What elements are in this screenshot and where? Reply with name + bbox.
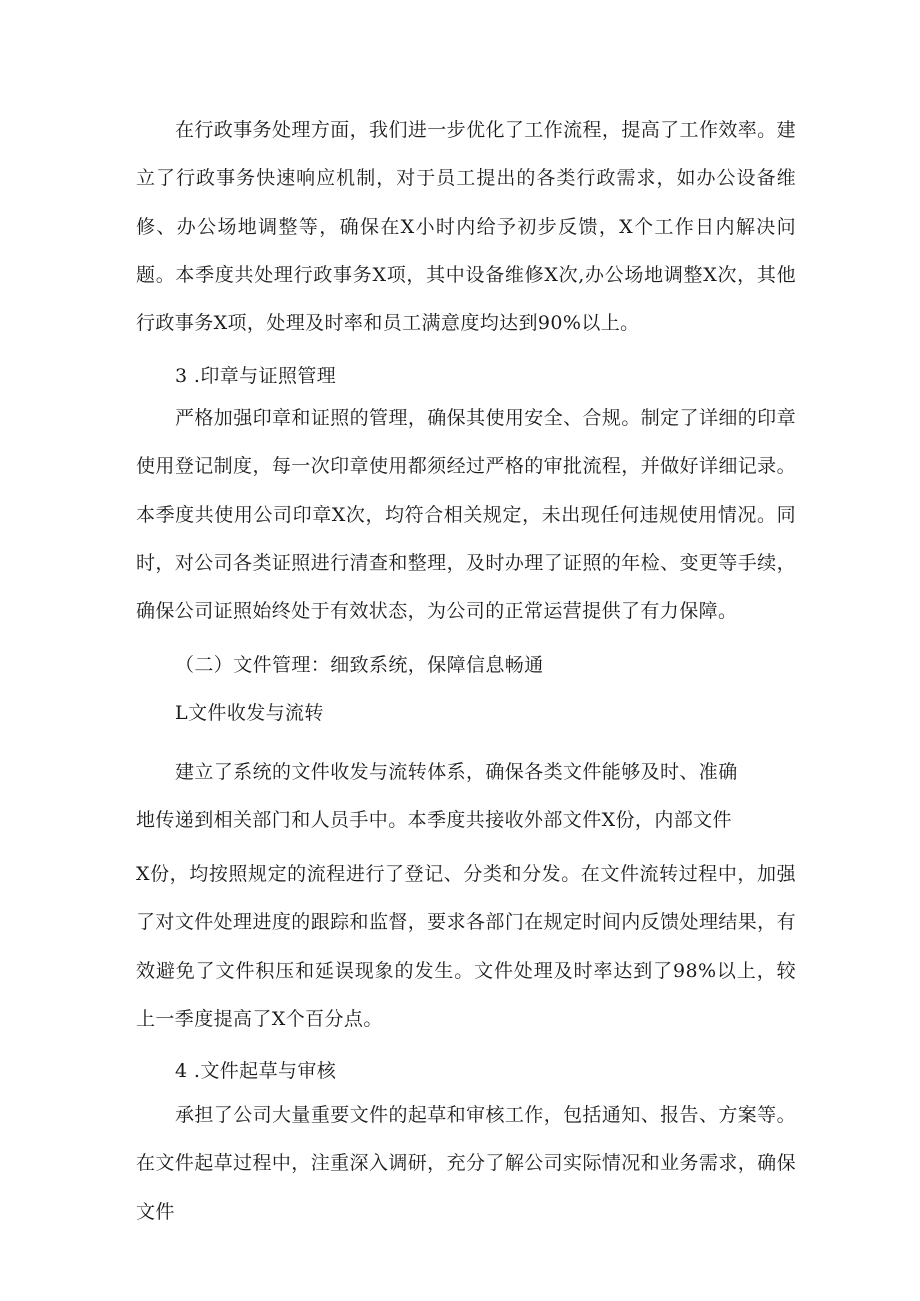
heading-drafting-review: 4 .文件起草与审核 xyxy=(175,1060,337,1082)
heading-file-management: （二）文件管理：细致系统，保障信息畅通 xyxy=(175,654,544,676)
file-flow-line-2: 地传递到相关部门和人员手中。本季度共接收外部文件X份，内部文件 xyxy=(136,809,732,831)
paragraph-file-flow-rest: X份，均按照规定的流程进行了登记、分类和分发。在文件流转过程中，加强了对文件处理进度的跟踪和监督，要求各部门在规定时间内反馈处理结果，有效避免了文件积压和延误现象的发生。文件处理及时率达到了98%以上，较上一季度提高了X个百分点。 xyxy=(136,863,796,1030)
paragraph-admin-affairs: 在行政事务处理方面，我们进一步优化了工作流程，提高了工作效率。建立了行政事务快速响应机制，对于员工提出的各类行政需求，如办公设备维修、办公场地调整等，确保在X小时内给予初步反馈，X个工作日内解决问题。本季度共处理行政事务X项，其中设备维修X次,办公场地调整X次，其他行政事务X项，处理及时率和员工满意度均达到90%以上。 xyxy=(136,119,796,335)
paragraph-drafting-review: 承担了公司大量重要文件的起草和审核工作，包括通知、报告、方案等。在文件起草过程中，注重深入调研，充分了解公司实际情况和业务需求，确保文件 xyxy=(136,1104,796,1223)
heading-seal-license: 3 .印章与证照管理 xyxy=(175,365,337,387)
heading-file-flow: L文件收发与流转 xyxy=(175,702,324,724)
file-flow-line-1: 建立了系统的文件收发与流转体系，确保各类文件能够及时、准确 xyxy=(175,761,738,783)
paragraph-seal-license: 严格加强印章和证照的管理，确保其使用安全、合规。制定了详细的印章使用登记制度，每一次印章使用都须经过严格的审批流程，并做好详细记录。本季度共使用公司印章X次，均符合相关规定，未出现任何违规使用情况。同时，对公司各类证照进行清查和整理，及时办理了证照的年检、变更等手续，确保公司证照始终处于有效状态，为公司的正常运营提供了有力保障。 xyxy=(136,407,796,623)
